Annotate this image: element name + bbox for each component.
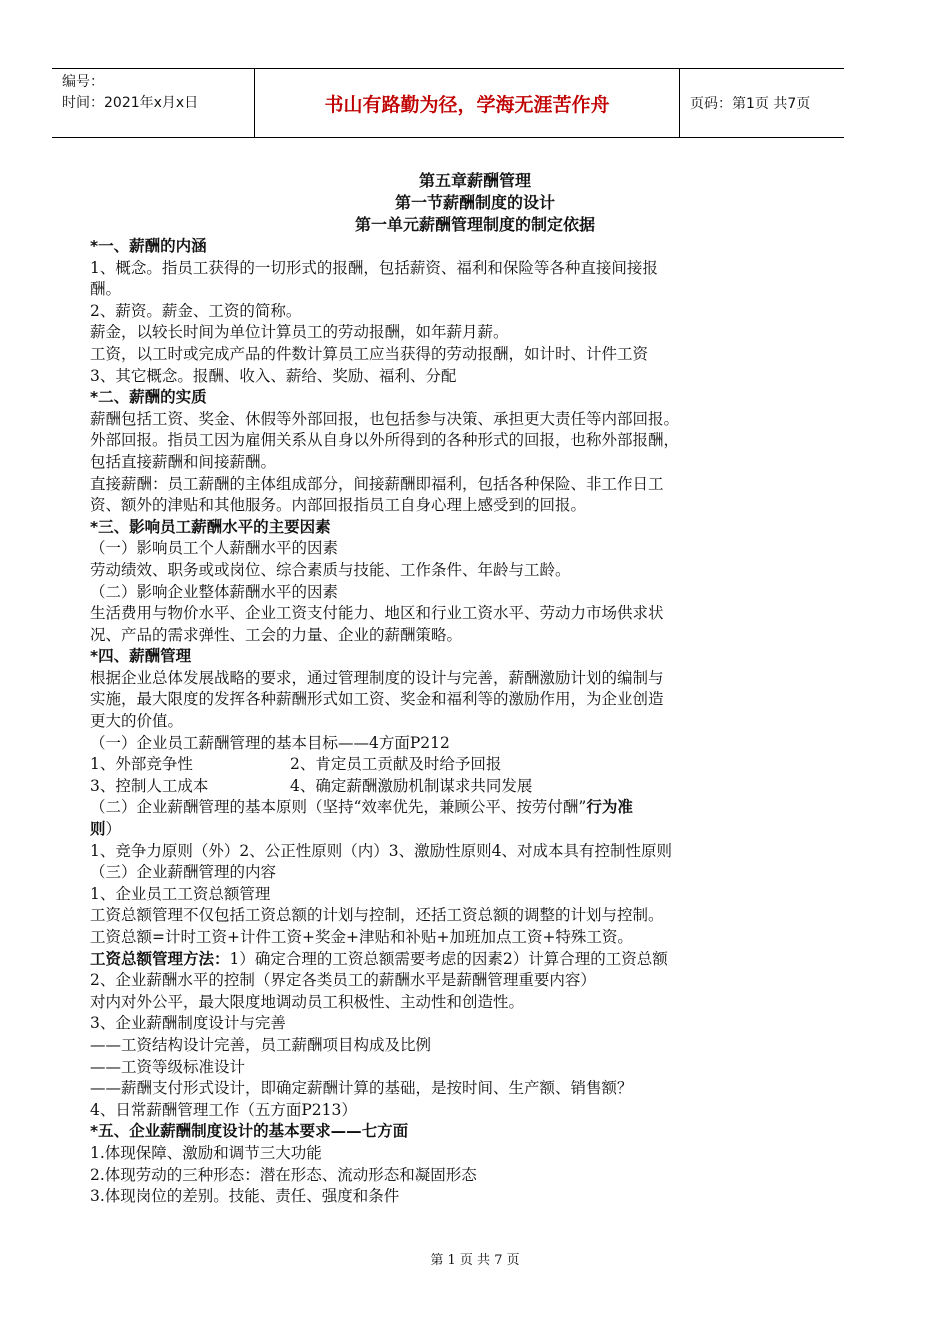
line-text: 生活费用与物价水平、企业工资支付能力、地区和行业工资水平、劳动力市场供求状	[90, 604, 664, 623]
line-text: ——工资等级标准设计	[90, 1057, 246, 1076]
text-line	[90, 495, 860, 517]
line-text: 酬。	[90, 280, 122, 299]
text-line	[90, 582, 860, 604]
text-line	[90, 884, 860, 906]
line-text: 工资总额=计时工资+计件工资+奖金+津贴和补贴+加班加点工资+特殊工资。	[90, 928, 633, 946]
text-line	[90, 430, 860, 452]
line-text: （二）企业薪酬管理的基本原则（坚持“效率优先，兼顾公平、按劳付酬”	[90, 798, 587, 817]
line-text: ——工资结构设计完善，员工薪酬项目构成及比例	[90, 1035, 432, 1054]
text-line	[90, 301, 860, 323]
text-line	[90, 819, 860, 841]
line-text: 劳动绩效、职务或或岗位、综合素质与技能、工作条件、年龄与工龄。	[90, 560, 571, 579]
line-text: 1、外部竞争性	[90, 755, 193, 774]
line-text: 1、竞争力原则（外）2、公正性原则（内）3、激励性原则4、对成本具有控制性原则	[90, 841, 672, 860]
line-text: （三）企业薪酬管理的内容	[90, 863, 277, 882]
line-text: 3、其它概念。报酬、收入、薪给、奖励、福利、分配	[90, 366, 457, 385]
line-text: 根据企业总体发展战略的要求，通过管理制度的设计与完善，薪酬激励计划的编制与	[90, 668, 664, 687]
line-text: （一）企业员工薪酬管理的基本目标——4方面P212	[90, 733, 450, 752]
line-text-tail: 1）确定合理的工资总额需要考虑的因素2）计算合理的工资总额	[229, 949, 668, 968]
text-line	[90, 841, 860, 863]
section-heading	[90, 236, 860, 258]
line-text-column2: 4、确定薪酬激励机制谋求共同发展	[290, 776, 533, 795]
text-line	[90, 862, 860, 884]
text-line	[90, 754, 860, 776]
text-line	[90, 474, 860, 496]
page-footer: 第 1 页 共 7 页	[430, 1253, 520, 1268]
bold-text: 行为准	[586, 798, 633, 817]
text-line	[90, 1057, 860, 1079]
text-line	[90, 322, 860, 344]
line-text: 3、企业薪酬制度设计与完善	[90, 1014, 286, 1033]
line-text: ——薪酬支付形式设计，即确定薪酬计算的基础，是按时间、生产额、销售额？	[90, 1079, 633, 1098]
line-text: 2、薪资。薪金、工资的简称。	[90, 301, 302, 320]
text-line	[90, 538, 860, 560]
text-line	[90, 1078, 860, 1100]
section-heading	[90, 1121, 860, 1143]
text-line	[90, 970, 860, 992]
text-line	[90, 1100, 860, 1122]
text-line	[90, 366, 860, 388]
header-meta	[52, 69, 254, 137]
line-text: *五、企业薪酬制度设计的基本要求——七方面	[90, 1122, 409, 1141]
line-text: 4、日常薪酬管理工作（五方面P213）	[90, 1100, 357, 1119]
text-line	[90, 668, 860, 690]
line-text-column2: 2、肯定员工贡献及时给予回报	[290, 755, 502, 774]
text-line	[90, 689, 860, 711]
text-line	[90, 625, 860, 647]
line-text: 2、企业薪酬水平的控制（界定各类员工的薪酬水平是薪酬管理重要内容）	[90, 971, 596, 990]
line-text: *一、薪酬的内涵	[90, 237, 207, 255]
line-text: （一）影响员工个人薪酬水平的因素	[90, 539, 339, 558]
text-line	[90, 258, 860, 280]
line-text: 实施，最大限度的发挥各种薪酬形式如工资、奖金和福利等的激励作用，为企业创造	[90, 690, 664, 709]
line-text: *二、薪酬的实质	[90, 388, 207, 407]
text-line	[90, 279, 860, 301]
line-text: 1、企业员工工资总额管理	[90, 884, 271, 903]
line-text: *四、薪酬管理	[90, 647, 192, 666]
text-line	[90, 949, 860, 971]
line-text: 工资总额管理不仅包括工资总额的计划与控制，还括工资总额的调整的计划与控制。	[90, 906, 664, 925]
text-line	[90, 560, 860, 582]
unit-title: 第一单元薪酬管理制度的制定依据	[354, 215, 595, 234]
section-heading	[90, 646, 860, 668]
header-page-info: 页码：第1页 共7页	[690, 96, 811, 112]
line-text: 薪酬包括工资、奖金、休假等外部回报，也包括参与决策、承担更大责任等内部回报。	[90, 409, 680, 428]
line-text: 3、控制人工成本	[90, 776, 209, 795]
line-text: 1、概念。指员工获得的一切形式的报酬，包括薪资、福利和保险等各种直接间接报	[90, 258, 658, 277]
section-heading	[90, 517, 860, 539]
line-text: 资、额外的津贴和其他服务。内部回报指员工自身心理上感受到的回报。	[90, 496, 587, 515]
text-line	[90, 711, 860, 733]
header-motto: 书山有路勤为径，学海无涯苦作舟	[254, 69, 680, 137]
line-text: 薪金，以较长时间为单位计算员工的劳动报酬，如年薪月薪。	[90, 323, 509, 342]
text-line	[90, 1186, 860, 1208]
page-header	[52, 68, 844, 138]
bold-text: 工资总额管理方法：	[90, 949, 230, 968]
chapter-title: 第五章薪酬管理	[418, 171, 531, 190]
line-text: *三、影响员工薪酬水平的主要因素	[90, 517, 331, 536]
text-line	[90, 1143, 860, 1165]
text-line	[90, 927, 860, 949]
line-text: 直接薪酬：员工薪酬的主体组成部分，间接薪酬即福利，包括各种保险、非工作日工	[90, 474, 664, 493]
text-line	[90, 797, 860, 819]
text-line	[90, 452, 860, 474]
line-text: （二）影响企业整体薪酬水平的因素	[90, 582, 339, 601]
line-text: 外部回报。指员工因为雇佣关系从自身以外所得到的各种形式的回报，也称外部报酬，	[90, 431, 680, 450]
text-line	[90, 1165, 860, 1187]
text-line	[90, 905, 860, 927]
time-label: 时间：2021年x月x日	[62, 95, 199, 111]
section-heading	[90, 387, 860, 409]
text-line	[90, 776, 860, 798]
document-body	[90, 236, 860, 1208]
line-text: 对内对外公平，最大限度地调动员工积极性、主动性和创造性。	[90, 992, 525, 1011]
bold-text: 则	[90, 820, 106, 839]
text-line	[90, 344, 860, 366]
section-title: 第一节薪酬制度的设计	[394, 193, 555, 212]
line-text: 工资，以工时或完成产品的件数计算员工应当获得的劳动报酬，如计时、计件工资	[90, 344, 649, 363]
text-line	[90, 1013, 860, 1035]
text-line	[90, 733, 860, 755]
number-label: 编号：	[62, 74, 104, 90]
line-text: 况、产品的需求弹性、工会的力量、企业的薪酬策略。	[90, 625, 463, 644]
text-line	[90, 603, 860, 625]
line-text: 包括直接薪酬和间接薪酬。	[90, 452, 277, 471]
text-line	[90, 1035, 860, 1057]
line-text-tail: ）	[105, 820, 122, 839]
text-line	[90, 992, 860, 1014]
line-text: 1.体现保障、激励和调节三大功能	[90, 1143, 322, 1162]
text-line	[90, 409, 860, 431]
line-text: 更大的价值。	[90, 712, 184, 731]
line-text: 3.体现岗位的差别。技能、责任、强度和条件	[90, 1187, 400, 1206]
chapter-titles	[90, 170, 860, 236]
line-text: 2.体现劳动的三种形态：潜在形态、流动形态和凝固形态	[90, 1165, 477, 1184]
